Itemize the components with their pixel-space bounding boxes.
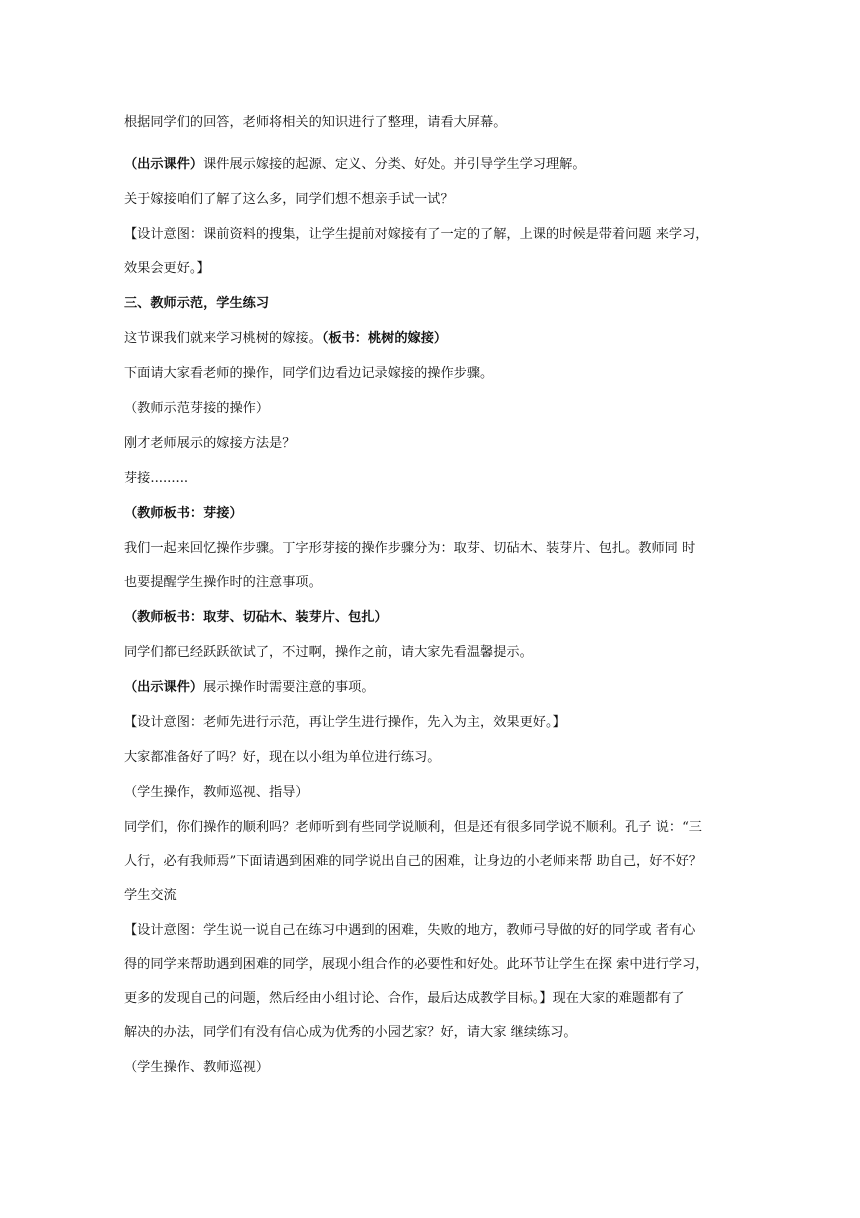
bold-note: （教师板书：取芽、切砧木、装芽片、包扎） [124,610,388,625]
paragraph-instruction: 下面请大家看老师的操作，同学们边看边记录嫁接的操作步骤。 [124,366,494,381]
design-intent-line: 解决的办法，同学们有没有信心成为优秀的小园艺家？好，请大家 继续练习。 [124,1025,577,1040]
document-body [124,114,744,1077]
design-intent-line: 效果会更好。】 [124,261,210,276]
design-intent-line: 【设计意图：课前资料的搜集，让学生提前对嫁接有了一定的了解，上课的时候是带着问题 来学习， [124,227,709,242]
paragraph-student-practice: （学生操作、教师巡视） [124,1060,270,1075]
bold-note: （出示课件） [124,680,204,695]
bold-note: （板书：桃树的嫁接） [321,331,448,346]
paragraph-line: 也要提醒学生操作时的注意事项。 [124,575,322,590]
paragraph-steps [124,540,744,592]
paragraph-demo-note: （教师示范芽接的操作） [124,401,270,416]
paragraph-show-courseware [124,679,744,697]
paragraph-line: 学生交流 [124,888,177,903]
bold-note: （教师板书：芽接） [124,506,243,521]
paragraph-text: 展示操作时需要注意的事项。 [203,680,375,695]
paragraph-feedback [124,819,744,905]
paragraph-question: 关于嫁接咱们了解了这么多，同学们想不想亲手试一试？ [124,192,454,207]
paragraph-tip: 同学们都已经跃跃欲试了，不过啊，操作之前，请大家先看温馨提示。 [124,645,533,660]
section-heading: 三、教师示范，学生练习 [124,296,270,311]
design-intent-2: 【设计意图：老师先进行示范，再让学生进行操作，先入为主，效果更好。】 [124,715,566,730]
paragraph-show-courseware [124,156,744,174]
paragraph-summary: 根据同学们的回答，老师将相关的知识进行了整理，请看大屏幕。 [124,115,507,130]
design-intent-line: 得的同学来帮助遇到困难的同学，展现小组合作的必要性和好处。此环节让学生在探 索中进行学习， [124,957,709,972]
paragraph-line: 我们一起来回忆操作步骤。丁字形芽接的操作步骤分为：取芽、切砧木、装芽片、包扎。教师同 时 [124,541,696,556]
paragraph-answer: 芽接......... [124,471,189,486]
paragraph-lesson-intro [124,330,744,348]
design-intent-line: 更多的发现自己的问题，然后经由小组讨论、合作，最后达成教学目标。】现在大家的难题都有了 [124,991,685,1006]
paragraph-ready: 大家都准备好了吗？好，现在以小组为单位进行练习。 [124,750,441,765]
paragraph-line: 同学们，你们操作的顺利吗？老师听到有些同学说顺利，但是还有很多同学说不顺利。孔子 说：“三 [124,820,702,835]
paragraph-line: 人行，必有我师焉”下面请遇到困难的同学说出自己的困难，让身边的小老师来帮 助自己，好不好？ [124,854,702,869]
bold-note: （出示课件） [124,157,204,172]
paragraph-text: 课件展示嫁接的起源、定义、分类、好处。并引导学生学习理解。 [203,157,586,172]
design-intent-1 [124,226,744,278]
design-intent-3 [124,922,744,1042]
paragraph-text: 这节课我们就来学习桃树的嫁接。 [124,331,322,346]
paragraph-question: 刚才老师展示的嫁接方法是？ [124,436,296,451]
paragraph-student-practice: （学生操作，教师巡视、指导） [124,785,309,800]
design-intent-line: 【设计意图：学生说一说自己在练习中遇到的困难，失败的地方，教师弓导做的好的同学或 者有心 [124,923,696,938]
